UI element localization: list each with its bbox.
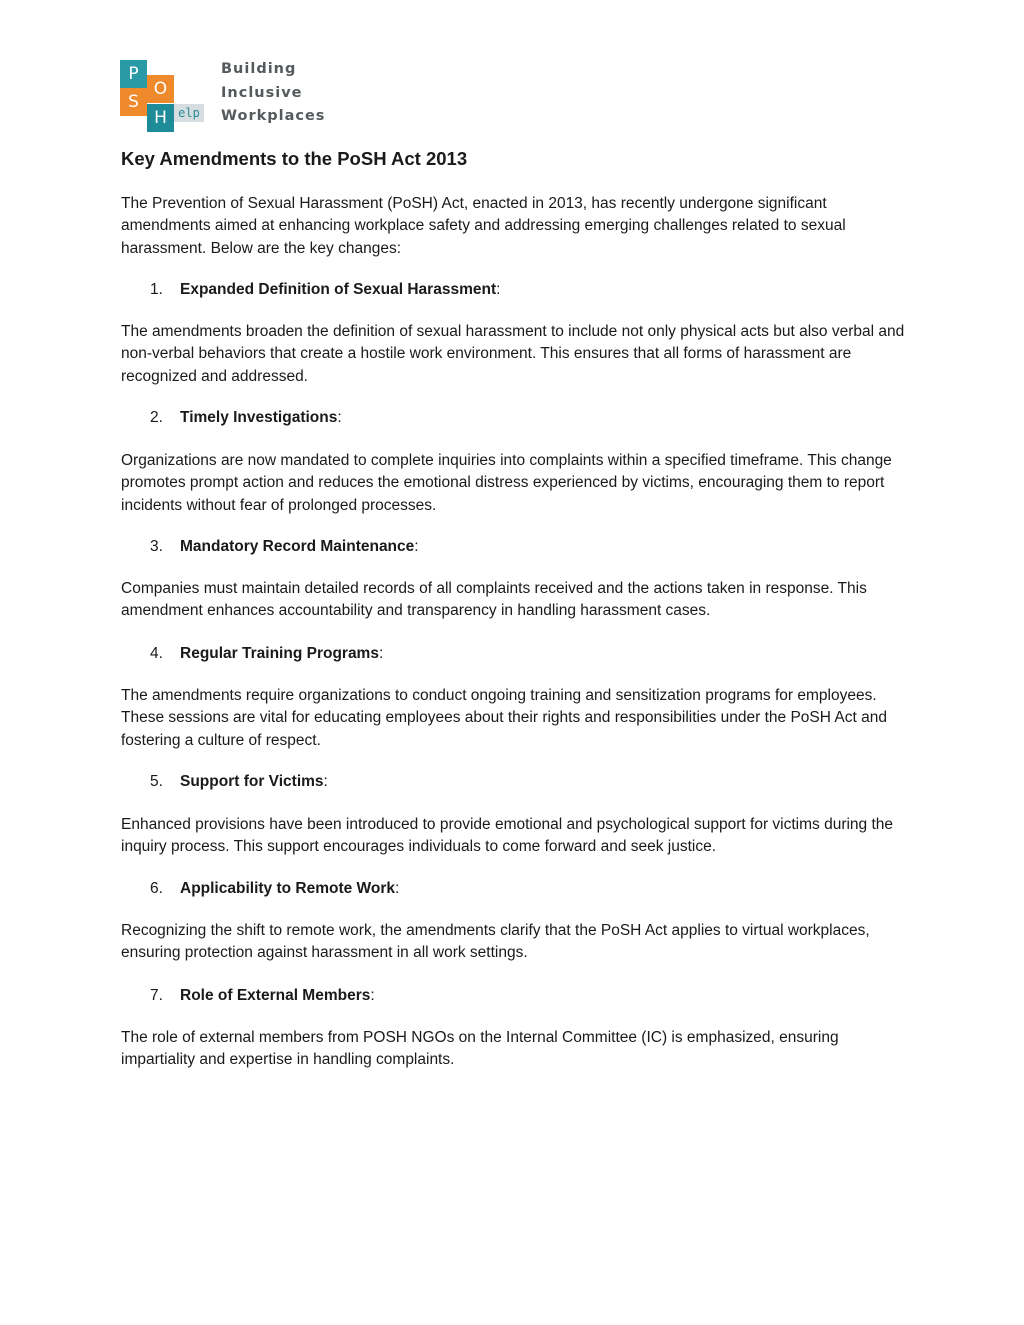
amendment-title: Support for Victims xyxy=(180,773,324,790)
amendment-title: Role of External Members xyxy=(180,987,371,1004)
amendment-title: Regular Training Programs xyxy=(180,645,379,662)
amendment-number: 7. xyxy=(150,987,163,1004)
amendment-number: 1. xyxy=(150,281,163,298)
logo-tile-p: P xyxy=(120,60,147,88)
amendment-heading-4 xyxy=(150,643,383,665)
amendment-body-7: The role of external members from POSH NGOs on the Internal Committee (IC) is emphasized, ensuring impartiality and expertise in handling complaints. xyxy=(121,1029,839,1069)
amendment-body-5: Enhanced provisions have been introduced to provide emotional and psychological support for victims during the inquiry process. This support encourages individuals to come forward and seek justice. xyxy=(121,816,894,856)
amendment-number: 3. xyxy=(150,538,163,555)
logo-tile-elp: elp xyxy=(174,104,204,122)
amendment-number: 2. xyxy=(150,409,163,426)
amendment-heading-5 xyxy=(150,771,328,793)
amendment-colon: : xyxy=(378,645,384,662)
amendment-body-1: The amendments broaden the definition of sexual harassment to include not only physical acts but also verbal and non-verbal behaviors that create a hostile work environment. This ensures that all forms of harassment are recognized and addressed. xyxy=(121,323,905,385)
logo-tile-o: O xyxy=(147,75,174,103)
amendment-body-2: Organizations are now mandated to complete inquiries into complaints within a specified timeframe. This change promotes prompt action and reduces the emotional distress experienced by victims, encouraging them to report incidents without fear of prolonged processes. xyxy=(121,452,892,514)
amendment-body-6: Recognizing the shift to remote work, the amendments clarify that the PoSH Act applies to virtual workplaces, ensuring protection against harassment in all work settings. xyxy=(121,922,870,962)
amendment-number: 4. xyxy=(150,645,163,662)
amendment-number: 6. xyxy=(150,880,163,897)
amendment-title: Expanded Definition of Sexual Harassment xyxy=(180,281,497,298)
amendment-heading-2 xyxy=(150,407,342,429)
amendment-body-4: The amendments require organizations to conduct ongoing training and sensitization programs for employees. These sessions are vital for educating employees about their rights and responsibilities under the PoSH Act and fostering a culture of respect. xyxy=(121,687,887,749)
amendment-colon: : xyxy=(323,773,328,790)
amendment-title: Mandatory Record Maintenance xyxy=(180,538,415,555)
logo-tagline xyxy=(221,58,325,129)
logo-tile-h: H xyxy=(147,104,174,132)
amendment-number: 5. xyxy=(150,773,163,790)
amendment-heading-6 xyxy=(150,878,399,900)
amendment-colon: : xyxy=(370,987,375,1004)
intro-paragraph: The Prevention of Sexual Harassment (PoSH) Act, enacted in 2013, has recently undergone significant amendments aimed at enhancing workplace safety and addressing emerging challenges related to sexual harassment. Below are the key changes: xyxy=(121,195,846,257)
amendment-body-3: Companies must maintain detailed records of all complaints received and the actions taken in response. This amendment enhances accountability and transparency in handling harassment cases. xyxy=(121,580,867,620)
amendment-colon: : xyxy=(337,409,342,426)
tagline-line-3: Workplaces xyxy=(221,108,326,124)
amendment-title: Timely Investigations xyxy=(180,409,338,426)
amendment-colon: : xyxy=(414,538,419,555)
tagline-line-1: Building xyxy=(221,61,297,77)
amendment-heading-7 xyxy=(150,985,375,1007)
amendment-heading-1 xyxy=(150,279,500,301)
amendment-colon: : xyxy=(395,880,400,897)
page-title: Key Amendments to the PoSH Act 2013 xyxy=(121,148,468,169)
amendment-colon: : xyxy=(496,281,501,298)
amendment-title: Applicability to Remote Work xyxy=(180,880,396,897)
tagline-line-2: Inclusive xyxy=(221,84,303,101)
posh-help-logo xyxy=(120,58,340,128)
logo-tile-s: S xyxy=(120,88,147,116)
amendment-heading-3 xyxy=(150,536,419,558)
